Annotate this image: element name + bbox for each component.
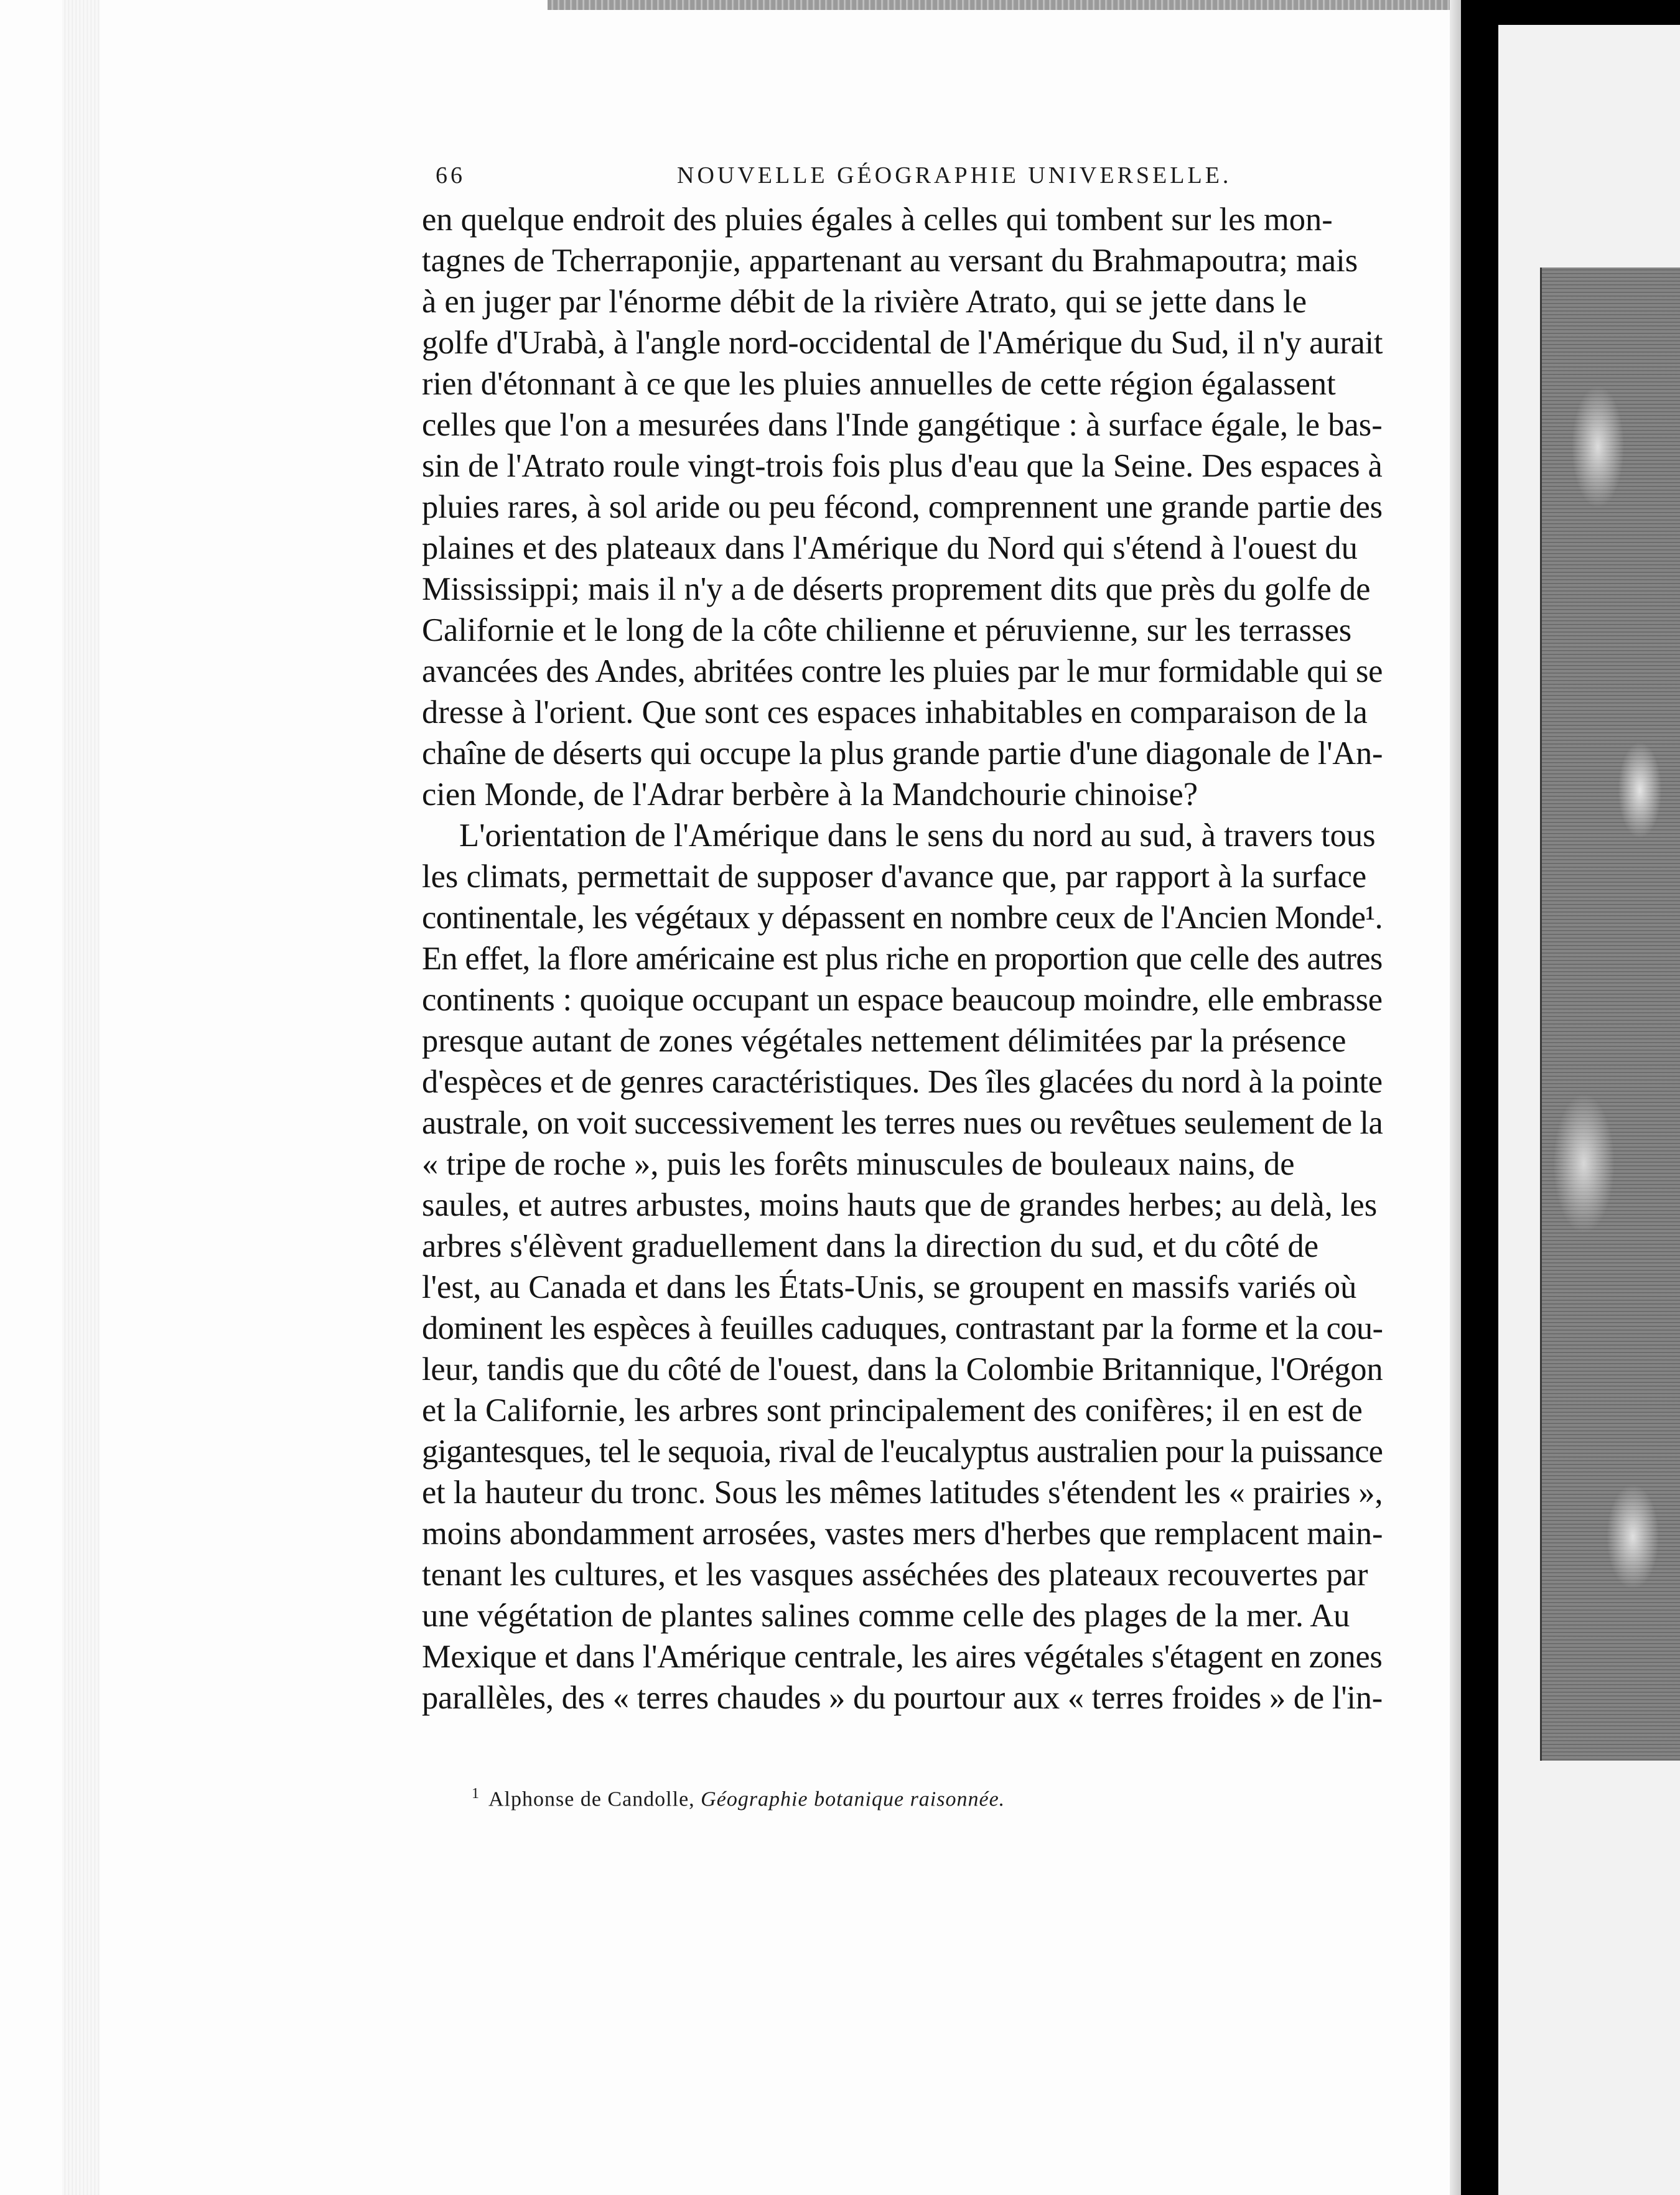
page-edge-stack bbox=[62, 0, 100, 2195]
book-gutter bbox=[1461, 0, 1498, 2195]
text-line: d'espèces et de genres caractéristiques. Des îles glacées du nord à la pointe bbox=[422, 1064, 1383, 1100]
footnote-mark: 1 bbox=[472, 1786, 480, 1802]
text-line: les climats, permettait de supposer d'avance que, par rapport à la surface bbox=[422, 859, 1367, 895]
footnote bbox=[472, 1786, 1343, 1811]
engraved-plate-illustration bbox=[1540, 268, 1680, 1761]
text-line: avancées des Andes, abritées contre les pluies par le mur formidable qui se bbox=[422, 653, 1383, 689]
text-line: gigantesques, tel le sequoia, rival de l'eucalyptus australien pour la puissance bbox=[422, 1433, 1383, 1470]
footnote-title: Géographie botanique raisonnée. bbox=[701, 1787, 1006, 1811]
text-line: Mississippi; mais il n'y a de déserts proprement dits que près du golfe de bbox=[422, 571, 1371, 607]
running-head bbox=[422, 156, 1383, 199]
text-line: celles que l'on a mesurées dans l'Inde gangétique : à surface égale, le bas- bbox=[422, 407, 1383, 443]
text-line: cien Monde, de l'Adrar berbère à la Mandchourie chinoise? bbox=[422, 776, 1198, 813]
text-line: sin de l'Atrato roule vingt-trois fois plus d'eau que la Seine. Des espaces à bbox=[422, 448, 1383, 484]
text-line: pluies rares, à sol aride ou peu fécond, comprennent une grande partie des bbox=[422, 489, 1383, 525]
text-line: à en juger par l'énorme débit de la rivière Atrato, qui se jette dans le bbox=[422, 284, 1307, 320]
text-line: dresse à l'orient. Que sont ces espaces inhabitables en comparaison de la bbox=[422, 694, 1368, 730]
text-line: tenant les cultures, et les vasques asséchées des plateaux recouvertes par bbox=[422, 1557, 1368, 1593]
text-line: continentale, les végétaux y dépassent en nombre ceux de l'Ancien Monde¹. bbox=[422, 900, 1383, 936]
text-line: Mexique et dans l'Amérique centrale, les aires végétales s'étagent en zones bbox=[422, 1639, 1383, 1675]
text-line: Californie et le long de la côte chilienne et péruvienne, sur les terrasses bbox=[422, 612, 1352, 648]
body-text bbox=[422, 199, 1383, 1718]
text-line: golfe d'Urabà, à l'angle nord-occidental de l'Amérique du Sud, il n'y aurait bbox=[422, 325, 1383, 361]
running-title: NOUVELLE GÉOGRAPHIE UNIVERSELLE. bbox=[677, 162, 1232, 189]
text-line: continents : quoique occupant un espace beaucoup moindre, elle embrasse bbox=[422, 982, 1383, 1018]
text-line: « tripe de roche », puis les forêts minuscules de bouleaux nains, de bbox=[422, 1146, 1295, 1182]
text-line: chaîne de déserts qui occupe la plus grande partie d'une diagonale de l'An- bbox=[422, 735, 1383, 771]
text-line: saules, et autres arbustes, moins hauts que de grandes herbes; au delà, les bbox=[422, 1187, 1378, 1223]
page-number: 66 bbox=[436, 162, 465, 189]
text-line: plaines et des plateaux dans l'Amérique du Nord qui s'étend à l'ouest du bbox=[422, 530, 1358, 566]
text-line: L'orientation de l'Amérique dans le sens du nord au sud, à travers tous bbox=[459, 818, 1376, 854]
text-line: australe, on voit successivement les terres nues ou revêtues seulement de la bbox=[422, 1105, 1383, 1141]
text-line: une végétation de plantes salines comme celle des plages de la mer. Au bbox=[422, 1598, 1350, 1634]
text-line: et la Californie, les arbres sont principalement des conifères; il en est de bbox=[422, 1392, 1363, 1428]
text-line: et la hauteur du tronc. Sous les mêmes latitudes s'étendent les « prairies », bbox=[422, 1475, 1383, 1511]
page-top-strip bbox=[548, 0, 1456, 10]
text-line: en quelque endroit des pluies égales à celles qui tombent sur les mon- bbox=[422, 202, 1333, 238]
text-line: l'est, au Canada et dans les États-Unis, se groupent en massifs variés où bbox=[422, 1269, 1357, 1305]
text-line: parallèles, des « terres chaudes » du pourtour aux « terres froides » de l'in- bbox=[422, 1680, 1383, 1716]
page-shadow bbox=[1450, 0, 1461, 2195]
text-line: tagnes de Tcherraponjie, appartenant au versant du Brahmapoutra; mais bbox=[422, 243, 1358, 279]
text-block bbox=[422, 156, 1383, 1718]
text-line: moins abondamment arrosées, vastes mers d'herbes que remplacent main- bbox=[422, 1516, 1383, 1552]
text-line: arbres s'élèvent graduellement dans la direction du sud, et du côté de bbox=[422, 1228, 1319, 1264]
text-line: presque autant de zones végétales nettement délimitées par la présence bbox=[422, 1023, 1346, 1059]
text-line: dominent les espèces à feuilles caduques, contrastant par la forme et la cou- bbox=[422, 1310, 1383, 1346]
text-line: leur, tandis que du côté de l'ouest, dans la Colombie Britannique, l'Orégon bbox=[422, 1351, 1383, 1387]
text-line: En effet, la flore américaine est plus riche en proportion que celle des autres bbox=[422, 941, 1383, 977]
text-line: rien d'étonnant à ce que les pluies annuelles de cette région égalassent bbox=[422, 366, 1336, 402]
footnote-author: Alphonse de Candolle, bbox=[488, 1787, 695, 1811]
